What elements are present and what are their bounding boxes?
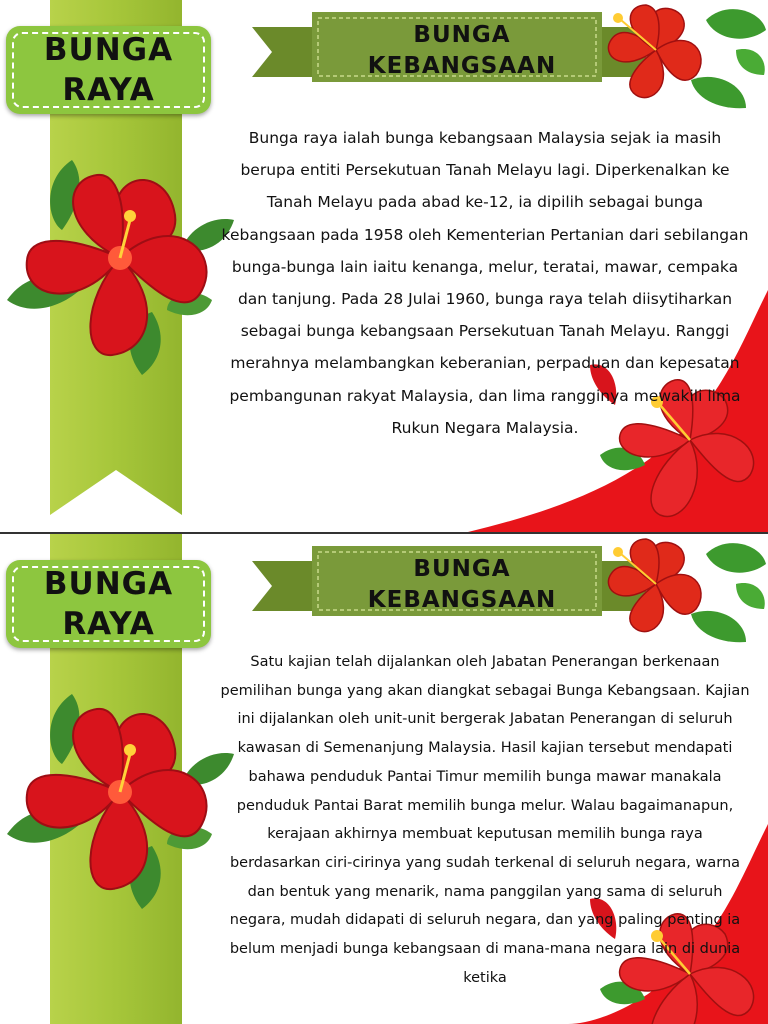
flower-name-label [6, 26, 211, 114]
label-line-2: RAYA [62, 72, 155, 108]
description-paragraph: Satu kajian telah dijalankan oleh Jabatan Penerangan berkenaan pemilihan bunga yang akan diangkat sebagai Bunga Kebangsaan. Kajian ini dijalankan oleh unit-unit bergerak Jabatan Penerangan di seluruh kawasan di Semenanjung Malaysia. Hasil kajian tersebut mendapati bahawa penduduk Pantai Timur memilih bunga mawar manakala penduduk Pantai Barat memilih bunga melur. Walau bagaimanapun, kerajaan akhirnya membuat keputusan memilih bunga raya berdasarkan ciri-cirinya yang sudah terkenal di seluruh negara, warna dan bentuk yang menarik, nama panggilan yang sama di seluruh negara, mudah didapati di seluruh negara, dan yang paling penting ia belum menjadi bunga kebangsaan di mana-mana negara lain di dunia ketika [220, 654, 750, 986]
label-line-1: BUNGA [43, 566, 174, 602]
description-paragraph: Bunga raya ialah bunga kebangsaan Malaysia sejak ia masih berupa entiti Persekutuan Tanah Melayu lagi. Diperkenalkan ke Tanah Melayu pada abad ke-12, ia dipilih sebagai bunga kebangsaan pada 1958 oleh Kementerian Pertanian dari sebilangan bunga-bunga lain iaitu kenanga, melur, teratai, mawar, cempaka dan tanjung. Pada 28 Julai 1960, bunga raya telah diisytiharkan sebagai bunga kebangsaan Persekutuan Tanah Melayu. Ranggi merahnya melambangkan keberanian, perpaduan dan kepesatan pembangunan rakyat Malaysia, dan lima rangginya mewakili lima Rukun Negara Malaysia. [221, 129, 749, 437]
banner-line-1: BUNGA [413, 22, 511, 48]
label-line-2: RAYA [62, 606, 155, 642]
flashcard-2 [0, 534, 768, 1024]
hibiscus-flower-icon [596, 0, 768, 112]
hibiscus-flower-icon [2, 150, 238, 382]
flower-name-label [6, 560, 211, 648]
banner-line-1: BUNGA [413, 556, 511, 582]
banner-line-2: KEBANGSAAN [367, 587, 557, 613]
hibiscus-flower-icon [2, 684, 238, 916]
hibiscus-flower-icon [596, 534, 768, 646]
label-line-1: BUNGA [43, 32, 174, 68]
banner-line-2: KEBANGSAAN [367, 53, 557, 79]
